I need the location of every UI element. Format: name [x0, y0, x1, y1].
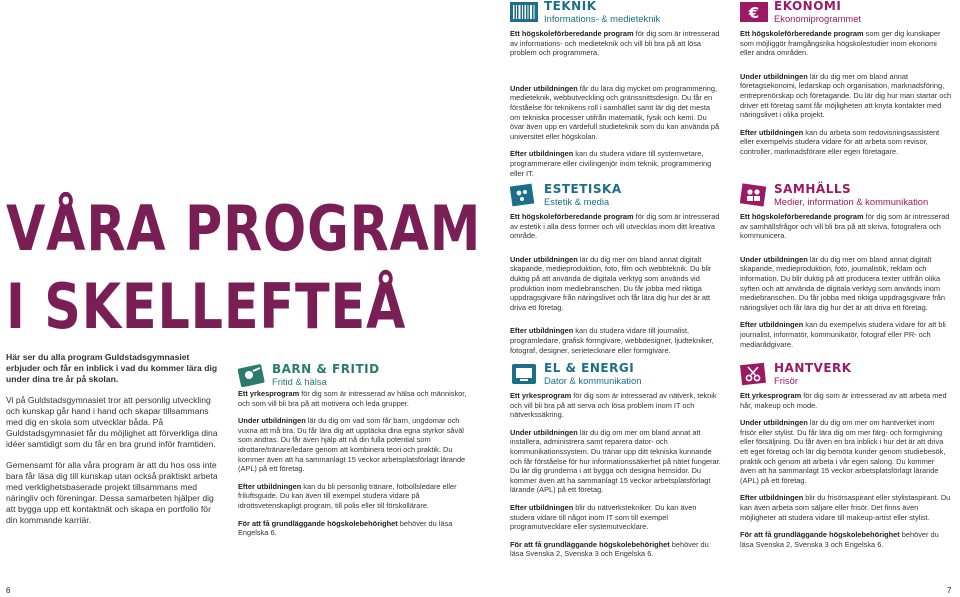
- page-title-line2: I SKELLEFTEÅ: [6, 270, 407, 343]
- p2-text: kan du arbeta som redovisningsassistent eller exempelvis studera vidare för att arbeta som revisor, controller, marknadsförare eller egen företagare.: [740, 127, 940, 156]
- lead-bold: Ett högskoleförberedande program: [740, 212, 864, 221]
- lead-bold: Ett högskoleförberedande program: [510, 29, 634, 38]
- program-subtitle: Informations- & medieteknik: [544, 13, 661, 24]
- page-number-left: 6: [6, 586, 11, 595]
- p1-text: lär du dig om vad som får barn, ungdomar och vuxna att må bra. Du får lära dig att upptäcka dina egna styrkor såväl som andras. Du får även hjälp att nå din fulla potential som idrottare/tränare/ledare genom att kombinera teori och praktik. Du kommer även att ha sammanlagt 15 veckor arbetsplatsförlagt lärande (APL) på ett företag.: [238, 416, 466, 474]
- p2-text: kan du studera vidare till systemvetare, programmerare eller civilingenjör inom teknik, programmering eller IT.: [510, 149, 712, 178]
- program-subtitle: Estetik & media: [544, 196, 610, 207]
- sports-icon: [238, 363, 266, 387]
- p2-bold: Efter utbildningen: [510, 502, 574, 512]
- intro-text: [6, 352, 224, 536]
- p3-text: behöver du läsa Svenska 2, Svenska 3 och Engelska 6.: [510, 539, 709, 559]
- p3-bold: För att få grundläggande högskolebehörighet: [238, 518, 398, 528]
- program-name: BARN & FRITID: [272, 362, 380, 376]
- p1-bold: Under utbildningen: [740, 71, 808, 81]
- p2-text: blir du frisörsaspirant eller stylistaspirant. Du kan även arbeta som säljare eller frisör. Det finns även möjligheter att studera vidare till makeup-artist eller stylist.: [740, 493, 951, 522]
- p3-text: behöver du läsa Svenska 2, Svenska 3 och Engelska 6.: [740, 530, 939, 549]
- p1-bold: Under utbildningen: [510, 427, 578, 437]
- intro-paragraph: Vi på Guldstadsgymnasiet tror att personlig utveckling och kunskap går hand i hand och skapar tillsammans med dig en skola som utvecklar båda. På Guldstadsgymnasiet får du möjlighet att förverkliga dina idéer samtidigt som du får en bra grund inför framtiden.: [6, 395, 218, 449]
- barcode-icon: [510, 0, 538, 24]
- computer-icon: [510, 362, 538, 386]
- p1-bold: Under utbildningen: [740, 418, 808, 428]
- p2-text: kan du studera vidare till journalist, programledare, grafisk formgivare, webbdesigner, ljudtekniker, fotograf, designer, serietecknare eller formgivare.: [510, 326, 714, 355]
- program-name: SAMHÄLLS: [774, 182, 852, 196]
- program-name: ESTETISKA: [544, 182, 622, 196]
- p1-text: lär du dig mer om bland annat digitalt skapande, medieproduktion, foto, film och webbteknik. Du blir duktig på att använda de digitala verktyg som används vid produktion inom mediebranschen. Du får jobba med riktiga uppdragsgivare från näringslivet och får lära dig hur det är att driva ett företag.: [510, 254, 712, 312]
- page-title: [6, 190, 482, 346]
- svg-text:€: €: [748, 4, 760, 22]
- p3-bold: För att få grundläggande högskolebehörighet: [740, 530, 900, 540]
- p1-bold: Under utbildningen: [740, 254, 808, 264]
- program-subtitle: Frisör: [774, 375, 798, 386]
- p1-text: får du lära dig mycket om programmering, medieteknik, webbutveckling och gränssnittsdesign. Du får en förståelse för teknikens roll i samhället samt lär dig det mesta om tekniska processer utifrån matematik, fysik och kemi. Du övar även upp en värdefull studieteknik som du kan använda på universitet eller högskolan.: [510, 83, 720, 141]
- program-samhalls: [740, 183, 952, 357]
- p2-bold: Efter utbildningen: [238, 481, 302, 491]
- lead-text: för dig som är intresserad av samhällsfrågor och vill bli bra på att skriva, fotografera och kommunicera.: [740, 212, 950, 241]
- program-teknik: [510, 0, 722, 186]
- lead-text: för dig som är intresserad av nätverk, teknik och vill bli bra på att serva och lösa problem inom IT och nätverkssäkring.: [510, 391, 717, 420]
- p1-text: lär du dig om mer om hantverket inom frisör eller stylist. Du får lära dig om mer färg- och formgivning eller försäljning. Du får även en bra inblick i hur det är att driva ett eget företag och lär dig bemöta kunder genom studiebesök, praktik och genom att arbeta i vår egen salong. Du kommer även att ha sammanlagt 15 veckor arbetsplatsförlagt lärande (APL) på ett företag.: [740, 418, 946, 485]
- p2-text: blir du nätverkstekniker. Du kan även studera vidare till något inom IT som till exempel programutvecklare eller systemutvecklare.: [510, 502, 697, 532]
- lead-text: för dig som är intresserad av informations- och medieteknik och vill bli bra på att lösa problem och programmera.: [510, 29, 720, 58]
- p1-bold: Under utbildningen: [510, 254, 578, 264]
- program-subtitle: Fritid & hälsa: [272, 376, 327, 387]
- lead-text: som ger dig kunskaper som möjliggör framgångsrika högskolestudier inom ekonomi eller andra områden.: [740, 29, 941, 58]
- program-name: HANTVERK: [774, 361, 852, 375]
- program-name: TEKNIK: [544, 0, 597, 13]
- euro-icon: [740, 0, 768, 24]
- scissors-icon: [740, 362, 768, 386]
- lead-bold: Ett yrkesprogram: [510, 391, 572, 400]
- p1-bold: Under utbildningen: [238, 416, 306, 426]
- p2-bold: Efter utbildningen: [740, 493, 804, 503]
- program-subtitle: Medier, information & kommunikation: [774, 196, 929, 207]
- p2-bold: Efter utbildningen: [510, 149, 574, 159]
- p2-bold: Efter utbildningen: [740, 320, 804, 330]
- lead-text: för dig som är intresserad av att arbeta med hår, makeup och mode.: [740, 391, 947, 410]
- lead-bold: Ett högskoleförberedande program: [740, 29, 864, 38]
- program-subtitle: Ekonomiprogrammet: [774, 13, 862, 24]
- p3-text: behöver du läsa Engelska 6.: [238, 518, 453, 538]
- p1-bold: Under utbildningen: [510, 83, 578, 93]
- program-estetiska: [510, 183, 722, 363]
- people-icon: [740, 183, 768, 207]
- program-hantverk: [740, 362, 952, 557]
- program-ekonomi: [740, 0, 952, 165]
- program-subtitle: Dator & kommunikation: [544, 375, 642, 386]
- p2-bold: Efter utbildningen: [740, 127, 804, 137]
- lead-bold: Ett yrkesprogram: [740, 391, 802, 400]
- lead-text: för dig som är intresserad av estetik i alla dess former och vill utvecklas inom ditt kreativa område.: [510, 212, 720, 241]
- p1-text: lär du dig mer om bland annat digitalt skapande, medieproduktion, foto, journalistik, reklam och information. Du blir duktig på att producera texter utifrån olika syften och att använda de digitala verktyg som används inom mediebranschen. Du får jobba med riktiga uppdragsgivare från näringslivet och får lära dig hur det är att driva ett företag.: [740, 254, 945, 312]
- p2-text: kan du bli personlig tränare, fotbollsledare eller friluftsguide. Du kan även till exempel studera vidare på idrottsvetenskapligt program, till polis eller till förskollärare.: [238, 481, 457, 510]
- lead-bold: Ett yrkesprogram: [238, 389, 300, 398]
- intro-paragraph: Gemensamt för alla våra program är att du hos oss inte bara får läsa dig till kunskap utan också praktiskt arbeta med verklighetsbaserade projekt tillsammans med näringliv och föreningar. Dessa samarbeten hjälper dig att bygga upp ett kontaktnät och skapa en portfolio för din kommande karriär.: [6, 460, 218, 525]
- page-title-line1: VÅRA PROGRAM: [6, 192, 482, 265]
- program-name: EKONOMI: [774, 0, 842, 13]
- p1-text: lär du dig mer om bland annat företagsekonomi, ledarskap och organisation, marknadsföring, entreprenörskap och företagande. Du lär dig hur man startar och driver ett företag samt får möjligheten att knyta kontakter med näringslivet i olika projekt.: [740, 71, 952, 120]
- p2-text: kan du exempelvis studera vidare för att bli journalist, informatör, kommunikatör, fotograf eller PR- och mediarådgivare.: [740, 320, 946, 349]
- program-el-energi: [510, 362, 722, 567]
- p3-bold: För att få grundläggande högskolebehörighet: [510, 539, 670, 549]
- program-name: EL & ENERGI: [544, 361, 635, 375]
- lead-bold: Ett högskoleförberedande program: [510, 212, 634, 221]
- p2-bold: Efter utbildningen: [510, 326, 574, 336]
- page-number-right: 7: [947, 586, 952, 595]
- palette-icon: [510, 183, 538, 207]
- program-barn-fritid: [238, 363, 468, 546]
- intro-lead: Här ser du alla program Guldstadsgymnasiet erbjuder och får en inblick i vad du kommer lära dig under dina tre år på skolan.: [6, 352, 218, 384]
- p1-text: lär du dig om mer om bland annat att installera, administrera samt reparera dator- och kommunikationssystem. Du tränar upp ditt tekniska kunnande och får förståelse för hur informationssäkerhet på nätet fungerar. Du lär dig grunderna i att bygga och designa hemsidor. Du kommer även att ha sammanlagt 15 veckor arbetsplatsförlagt lärande (APL) på ett företag.: [510, 427, 721, 495]
- lead-text: för dig som är intresserad av hälsa och människor, och som vill bli bra på att motivera och leda grupper.: [238, 389, 467, 408]
